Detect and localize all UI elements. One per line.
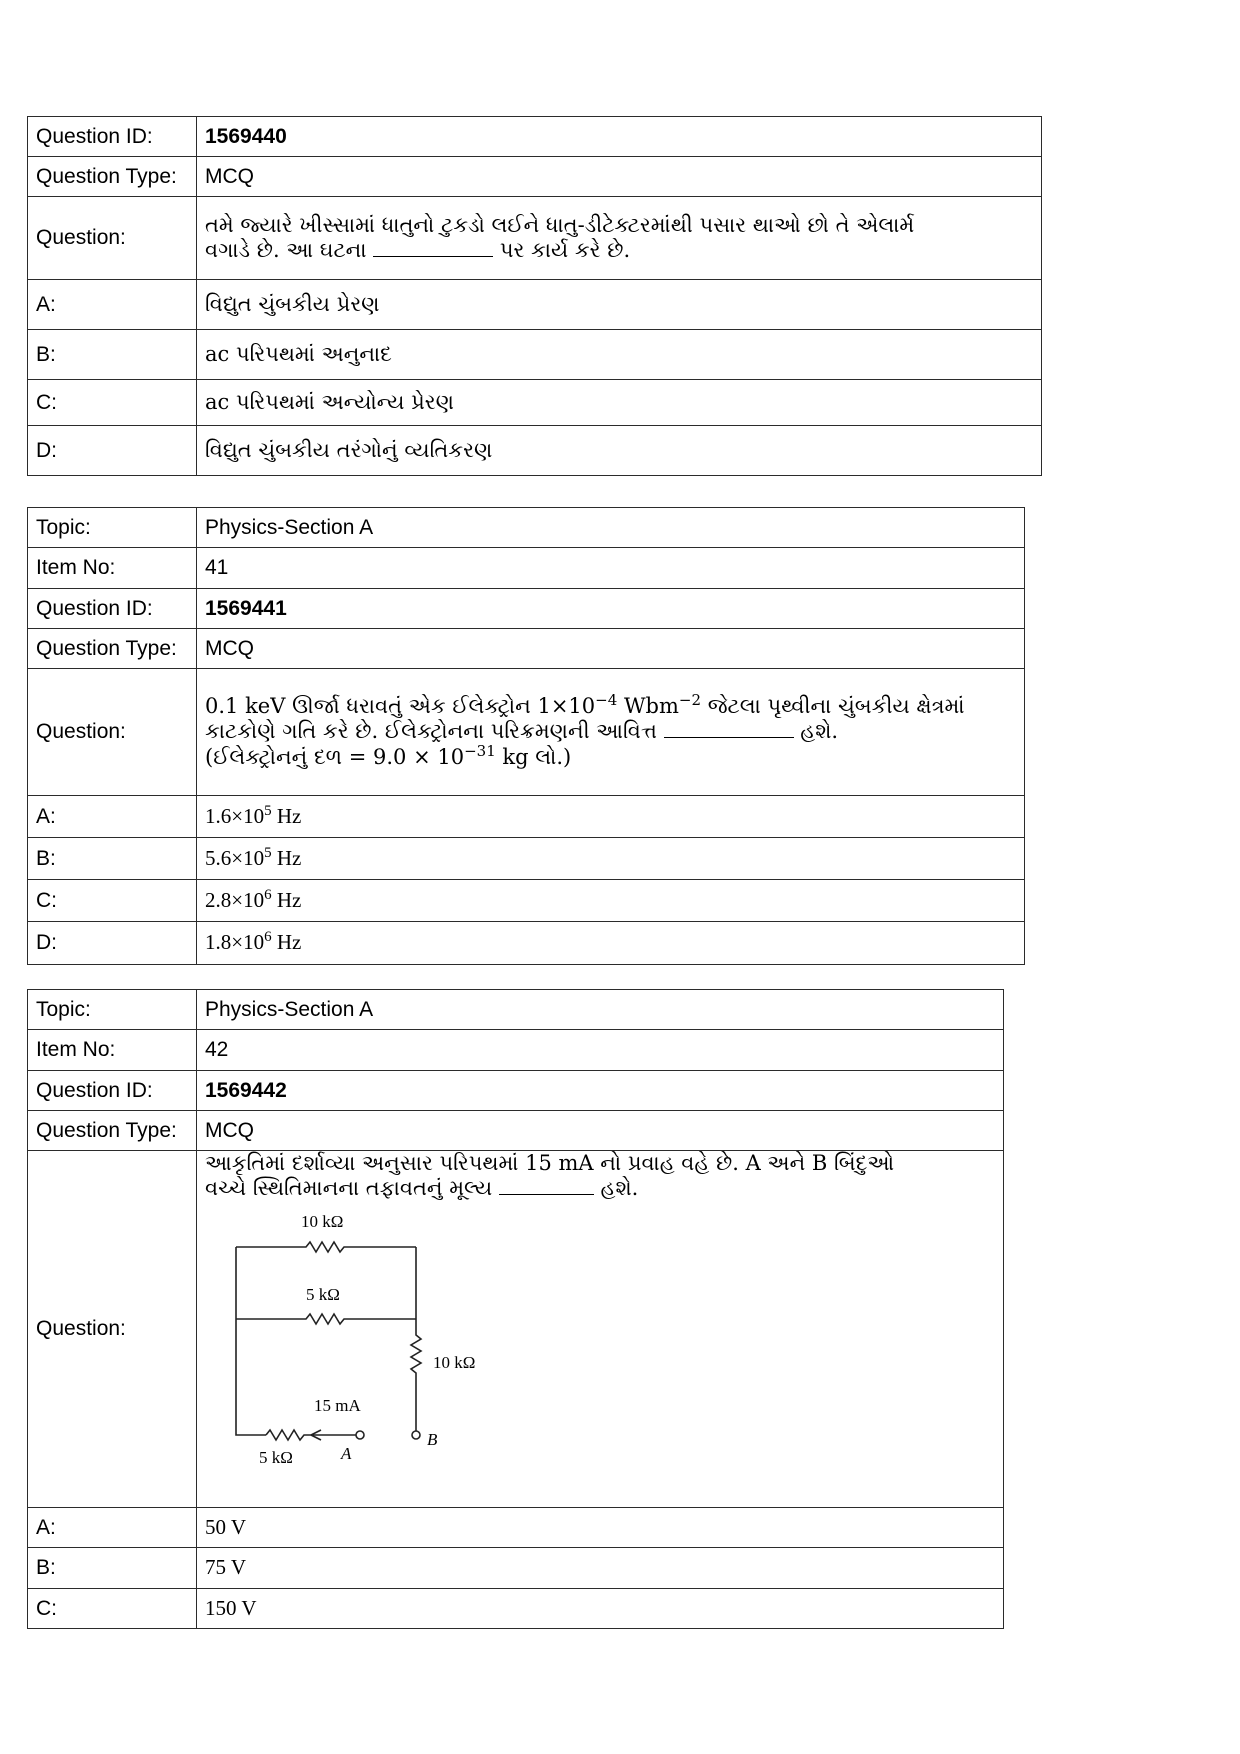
answer-blank — [664, 736, 794, 738]
question-line-3a: (ઈલેક્ટ્રોનનું દળ = 9.0 × 10 — [205, 744, 465, 769]
question-text — [197, 669, 1025, 796]
row-option-b — [28, 330, 1042, 380]
question-table-1569440 — [27, 116, 1042, 476]
option-c-text — [197, 880, 1025, 922]
option-a-text — [197, 796, 1025, 838]
row-option-c — [28, 1589, 1004, 1629]
row-option-b — [28, 1548, 1004, 1589]
row-option-c — [28, 380, 1042, 426]
question-text — [197, 1151, 1004, 1508]
option-b-text: ac પરિપથમાં અનુનાદ — [197, 330, 1042, 380]
label-option-a: A: — [28, 1508, 197, 1548]
value-item-no: 41 — [197, 548, 1025, 589]
row-option-d — [28, 426, 1042, 476]
option-d-text: વિદ્યુત ચુંબકીય તરંગોનું વ્યતિકરણ — [197, 426, 1042, 476]
row-question-type — [28, 157, 1042, 197]
question-line-2a: વચ્ચે સ્થિતિમાનના તફાવતનું મૂલ્ય — [205, 1176, 493, 1201]
value-item-no: 42 — [197, 1030, 1004, 1071]
terminal-b — [412, 1431, 420, 1439]
row-option-c — [28, 880, 1025, 922]
row-option-b — [28, 838, 1025, 880]
answer-blank — [373, 255, 493, 257]
label-point-b: B — [427, 1430, 438, 1450]
label-current: 15 mA — [314, 1396, 361, 1416]
row-option-a — [28, 1508, 1004, 1548]
row-topic — [28, 508, 1025, 548]
label-question-type: Question Type: — [28, 157, 197, 197]
option-b-mantissa: 5.6×10 — [205, 845, 265, 870]
label-topic: Topic: — [28, 990, 197, 1030]
label-question: Question: — [28, 1151, 197, 1508]
option-b-unit: Hz — [271, 845, 302, 870]
row-option-a — [28, 280, 1042, 330]
question-line-2b: હશે. — [800, 719, 839, 744]
value-question-id: 1569440 — [197, 117, 1042, 157]
option-a-text: 50 V — [197, 1508, 1004, 1548]
exp-3: −31 — [464, 741, 496, 760]
label-question-id: Question ID: — [28, 117, 197, 157]
label-option-c: C: — [28, 880, 197, 922]
row-option-d — [28, 922, 1025, 965]
exp-2: −2 — [678, 691, 702, 710]
option-c-unit: Hz — [271, 887, 302, 912]
option-c-text: ac પરિપથમાં અન્યોન્ય પ્રેરણ — [197, 380, 1042, 426]
label-r-middle: 5 kΩ — [306, 1285, 340, 1305]
option-a-mantissa: 1.6×10 — [205, 803, 265, 828]
row-question-id — [28, 117, 1042, 157]
label-r-bottom: 5 kΩ — [259, 1448, 293, 1468]
row-item-no — [28, 548, 1025, 589]
option-d-exp: 6 — [264, 929, 272, 946]
value-question-type: MCQ — [197, 157, 1042, 197]
row-topic — [28, 990, 1004, 1030]
exp-1: −4 — [595, 691, 618, 710]
terminal-a — [356, 1431, 364, 1439]
row-question — [28, 197, 1042, 280]
option-b-text — [197, 838, 1025, 880]
question-line-3b: kg લો.) — [495, 744, 572, 769]
option-d-mantissa: 1.8×10 — [205, 930, 265, 955]
resistor-right — [411, 1247, 421, 1432]
label-question: Question: — [28, 197, 197, 280]
option-b-exp: 5 — [264, 844, 272, 861]
row-item-no — [28, 1030, 1004, 1071]
label-question-id: Question ID: — [28, 589, 197, 629]
row-question — [28, 1151, 1004, 1508]
question-line-1: આકૃતિમાં દર્શાવ્યા અનુસાર પરિપથમાં 15 mA નો પ્રવાહ વહે છે. A અને B બિંદુઓ — [205, 1151, 895, 1175]
option-c-exp: 6 — [264, 886, 272, 903]
label-question-type: Question Type: — [28, 629, 197, 669]
label-option-a: A: — [28, 796, 197, 838]
option-a-text: વિદ્યુત ચુંબકીય પ્રેરણ — [197, 280, 1042, 330]
question-line-1c: જેટલા પૃથ્વીના ચુંબકીય ક્ષેત્રમાં — [701, 694, 965, 719]
row-question-id — [28, 589, 1025, 629]
label-option-b: B: — [28, 330, 197, 380]
label-option-d: D: — [28, 922, 197, 965]
row-question-type — [28, 1111, 1004, 1151]
label-question: Question: — [28, 669, 197, 796]
label-item-no: Item No: — [28, 1030, 197, 1071]
row-question-type — [28, 629, 1025, 669]
resistor-top — [236, 1242, 416, 1252]
question-line-2b: પર કાર્ય કરે છે. — [499, 238, 631, 262]
option-c-text: 150 V — [197, 1589, 1004, 1629]
label-option-b: B: — [28, 838, 197, 880]
value-question-type: MCQ — [197, 629, 1025, 669]
label-item-no: Item No: — [28, 548, 197, 589]
label-option-c: C: — [28, 380, 197, 426]
row-option-a — [28, 796, 1025, 838]
question-line-2a: કાટકોણે ગતિ કરે છે. ઈલેક્ટ્રોનના પરિક્રમણની આવિત્ત — [205, 719, 657, 744]
question-line-2a: વગાડે છે. આ ઘટના — [205, 238, 367, 262]
option-c-mantissa: 2.8×10 — [205, 887, 265, 912]
question-line-1: તમે જ્યારે ખીસ્સામાં ધાતુનો ટુકડો લઈને ધાતુ-ડીટેક્ટરમાંથી પસાર થાઓ છો તે એલાર્મ — [205, 212, 915, 237]
label-option-b: B: — [28, 1548, 197, 1589]
label-question-type: Question Type: — [28, 1111, 197, 1151]
label-r-right: 10 kΩ — [433, 1353, 476, 1373]
label-r-top: 10 kΩ — [301, 1212, 344, 1232]
option-a-exp: 5 — [264, 802, 272, 819]
row-question — [28, 669, 1025, 796]
label-topic: Topic: — [28, 508, 197, 548]
label-question-id: Question ID: — [28, 1071, 197, 1111]
value-topic: Physics-Section A — [197, 990, 1004, 1030]
label-option-a: A: — [28, 280, 197, 330]
value-question-id: 1569442 — [197, 1071, 1004, 1111]
label-point-a: A — [341, 1444, 352, 1464]
question-line-1b: Wbm — [617, 694, 679, 719]
wire-left — [236, 1247, 266, 1435]
row-question-id — [28, 1071, 1004, 1111]
option-b-text: 75 V — [197, 1548, 1004, 1589]
resistor-middle — [236, 1314, 416, 1324]
question-text — [197, 197, 1042, 280]
label-option-d: D: — [28, 426, 197, 476]
option-a-unit: Hz — [271, 803, 302, 828]
question-line-2b: હશે. — [600, 1176, 639, 1201]
answer-blank — [499, 1193, 594, 1195]
question-line-1a: 0.1 keV ઊર્જા ધરાવતું એક ઈલેક્ટ્રોન 1×10 — [205, 694, 596, 719]
value-question-type: MCQ — [197, 1111, 1004, 1151]
question-table-1569442 — [27, 989, 1004, 1629]
question-table-1569441 — [27, 507, 1025, 965]
option-d-text — [197, 922, 1025, 965]
value-topic: Physics-Section A — [197, 508, 1025, 548]
label-option-c: C: — [28, 1589, 197, 1629]
circuit-diagram — [211, 1207, 511, 1467]
option-d-unit: Hz — [271, 930, 302, 955]
value-question-id: 1569441 — [197, 589, 1025, 629]
